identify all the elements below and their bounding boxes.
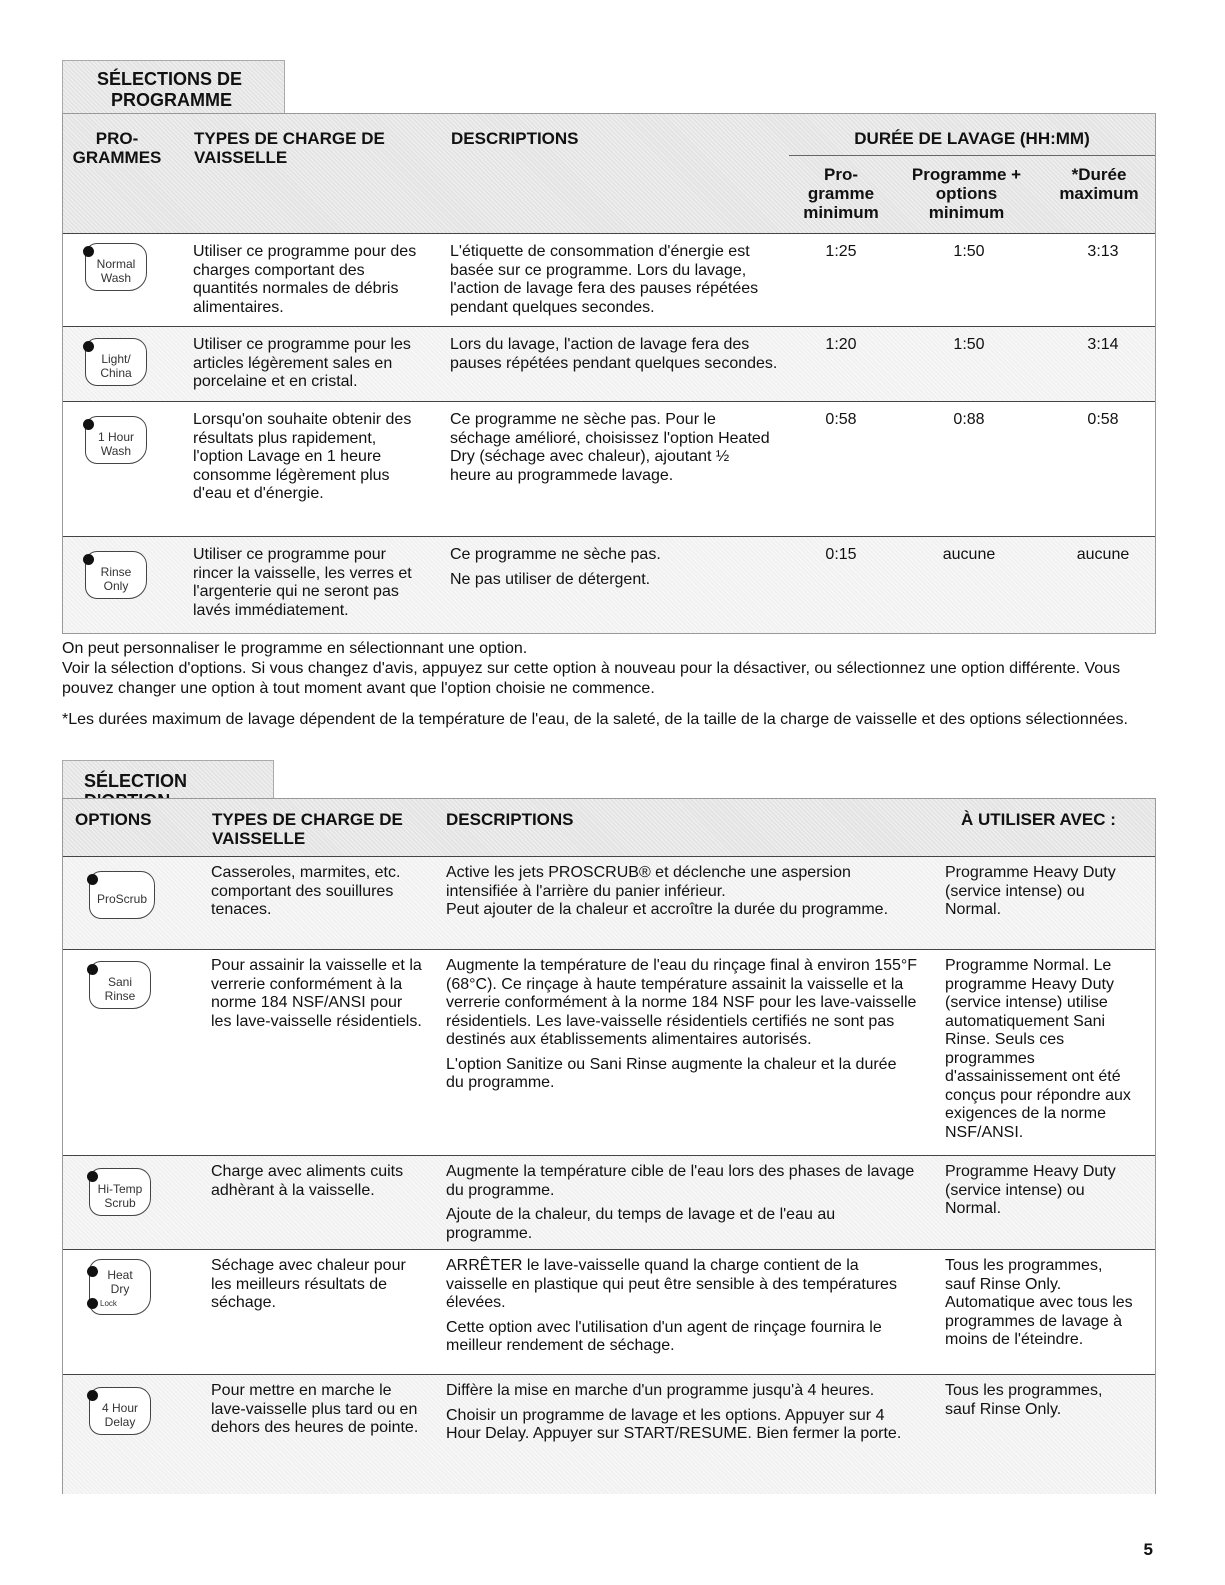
4-hour-delay-use: Tous les programmes, sauf Rinse Only. (945, 1382, 1103, 1418)
normal-max: 3:13 (1087, 243, 1119, 260)
header-options: OPTIONS (75, 810, 152, 829)
light-china-opt: 1:50 (953, 336, 985, 353)
light-china-button[interactable] (85, 338, 147, 386)
sani-rinse-desc-2: L'option Sanitize ou Sani Rinse augmente la chaleur et la durée du programme. (446, 1055, 897, 1091)
hi-temp-scrub-label-2: Scrub (104, 1196, 136, 1210)
header-option-descriptions: DESCRIPTIONS (446, 810, 574, 829)
header-types-1: TYPES DE CHARGE DE (194, 129, 385, 148)
indicator-light (87, 874, 98, 885)
proscrub-type: Casseroles, marmites, etc. comportant des souillures tenaces. (211, 864, 401, 918)
program-tab-line1: SÉLECTIONS DE (97, 69, 243, 89)
header-col-min-3: minimum (803, 203, 879, 222)
heat-dry-lock-label: Lock (100, 1299, 117, 1308)
header-col-opt-2: options (935, 184, 998, 203)
program-row-rinse-only (63, 537, 1155, 634)
sani-rinse-desc-1: Augmente la température de l'eau du rinçage final à environ 155°F (68°C). Ce rinçage à haute température assainit la vaisselle et la verrerie conformément à la norme 184 NSF pour les lave-vaisselle résidentiels. Les lave-vaisselle résidentiels certifiés ne sont pas destinés aux établissements alimentaires autorisés. (446, 957, 918, 1048)
rinse-only-type: Utiliser ce programme pour rincer la vaisselle, les verres et l'argenterie qui ne seront pas lavés immédiatement. (193, 546, 412, 619)
1-hour-wash-max: 0:58 (1087, 411, 1119, 428)
header-duration: DURÉE DE LAVAGE (HH:MM) (854, 129, 1090, 148)
light-china-min: 1:20 (825, 336, 857, 353)
heat-dry-type: Séchage avec chaleur pour les meilleurs résultats de séchage. (211, 1257, 406, 1311)
proscrub-desc-2: Peut ajouter de la chaleur et accroître la durée du programme. (446, 901, 889, 918)
heat-dry-button[interactable] (89, 1259, 151, 1315)
hi-temp-scrub-type: Charge avec aliments cuits adhèrant à la vaisselle. (211, 1163, 404, 1199)
note-options: Voir la sélection d'options. Si vous changez d'avis, appuyez sur cette option à nouveau pour la désactiver, ou sélectionnez une option différente. Vous pouvez changer une option à tout moment avant que l'option choisie ne commence. (62, 660, 1121, 697)
header-programs-1: PRO- (95, 129, 139, 148)
proscrub-label: ProScrub (96, 892, 148, 906)
4-hour-delay-type: Pour mettre en marche le lave-vaisselle plus tard ou en dehors des heures de pointe. (211, 1382, 419, 1436)
heat-dry-desc-2: Cette option avec l'utilisation d'un agent de rinçage fournira le meilleur rendement de séchage. (446, 1318, 882, 1354)
rinse-only-desc-1: Ce programme ne sèche pas. (450, 546, 661, 563)
header-option-types-1: TYPES DE CHARGE DE (212, 810, 403, 829)
header-col-max (1043, 165, 1155, 203)
hi-temp-scrub-desc-1: Augmente la température cible de l'eau lors des phases de lavage du programme. (446, 1163, 915, 1199)
heat-dry-use: Tous les programmes, sauf Rinse Only. Automatique avec tous les programmes de lavage à moins de l'éteindre. (945, 1257, 1133, 1348)
heat-dry-label-2: Dry (110, 1282, 130, 1296)
option-section-tab (62, 760, 274, 799)
program-row-light-china (63, 327, 1155, 401)
sani-rinse-use: Programme Normal. Le programme Heavy Duty (service intense) utilise automatiquement Sani Rinse. Seuls ces programmes d'assainissement ont été conçus pour répondre aux exigences de la norme NSF/ANSI. (945, 957, 1131, 1141)
sani-rinse-desc (446, 957, 924, 1099)
rinse-only-min: 0:15 (825, 546, 857, 563)
4-hour-delay-button[interactable] (89, 1387, 151, 1435)
rinse-only-opt: aucune (942, 546, 996, 563)
light-china-label-2: China (100, 366, 132, 380)
header-col-opt-1: Programme + (911, 165, 1022, 184)
proscrub-button[interactable] (89, 871, 155, 919)
normal-desc: L'étiquette de consommation d'énergie est basée sur ce programme. Lors du lavage, l'action de lavage fera des pauses répétées pendant quelques secondes. (450, 243, 759, 316)
sani-rinse-type: Pour assainir la vaisselle et la verrerie conformément à la norme 184 NSF/ANSI pour les lave-vaisselle résidentiels. (211, 957, 422, 1030)
1-hour-wash-desc: Ce programme ne sèche pas. Pour le séchage amélioré, choisissez l'option Heated Dry (séchage avec chaleur), ajoutant ½ heure au programmede lavage. (450, 411, 770, 484)
header-col-max-1: *Durée (1071, 165, 1127, 184)
option-row-hi-temp-scrub (63, 1156, 1155, 1249)
header-types (194, 129, 385, 167)
rinse-only-button[interactable] (85, 551, 147, 599)
header-col-min-1: Pro- (824, 165, 858, 184)
header-col-min-2: gramme (807, 184, 875, 203)
header-descriptions: DESCRIPTIONS (451, 129, 579, 148)
indicator-light (83, 246, 94, 257)
option-table (62, 798, 1156, 1494)
proscrub-desc-1: Active les jets PROSCRUB® et déclenche une aspersion intensifiée à l'arrière du panier inférieur. (446, 864, 851, 900)
lock-indicator-light (87, 1298, 98, 1309)
1-hour-wash-min: 0:58 (825, 411, 857, 428)
header-programs (69, 129, 165, 167)
rinse-only-label-2: Only (103, 579, 129, 593)
option-tab-label: SÉLECTION (84, 771, 188, 791)
4-hour-delay-desc (446, 1382, 924, 1450)
normal-min: 1:25 (825, 243, 857, 260)
option-row-sani-rinse (63, 950, 1155, 1155)
sani-rinse-label-2: Rinse (104, 989, 136, 1003)
1-hour-wash-label-2: Wash (100, 444, 132, 458)
proscrub-desc (446, 864, 916, 920)
note-max-duration: *Les durées maximum de lavage dépendent de la température de l'eau, de la saleté, de la taille de la charge de vaisselle et des options sélectionnées. (62, 711, 1128, 728)
1-hour-wash-label-1: 1 Hour (97, 430, 135, 444)
rinse-only-desc-2: Ne pas utiliser de détergent. (450, 570, 651, 588)
indicator-light (87, 964, 98, 975)
4-hour-delay-desc-1: Diffère la mise en marche d'un programme jusqu'à 4 heures. (446, 1382, 875, 1399)
program-row-1-hour-wash (63, 402, 1155, 536)
hi-temp-scrub-use: Programme Heavy Duty (service intense) ou Normal. (945, 1163, 1116, 1217)
program-row-normal (63, 234, 1155, 326)
light-china-max: 3:14 (1087, 336, 1119, 353)
indicator-light (83, 341, 94, 352)
header-col-opt-3: minimum (928, 203, 1005, 222)
rinse-only-max: aucune (1076, 546, 1130, 563)
4-hour-delay-desc-2: Choisir un programme de lavage et les options. Appuyer sur 4 Hour Delay. Appuyer sur START/RESUME. Bien fermer la porte. (446, 1406, 902, 1442)
program-tab-line2: PROGRAMME (111, 90, 232, 110)
header-col-opt (899, 165, 1034, 222)
1-hour-wash-type: Lorsqu'on souhaite obtenir des résultats plus rapidement, l'option Lavage en 1 heure consomme légèrement plus d'eau et d'énergie. (193, 411, 412, 502)
normal-type: Utiliser ce programme pour des charges comportant des quantités normales de débris alimentaires. (193, 243, 417, 316)
indicator-light (87, 1390, 98, 1401)
heat-dry-desc-1: ARRÊTER le lave-vaisselle quand la charge contient de la vaisselle en plastique qui peut être sensible à des températures élevées. (446, 1257, 897, 1311)
normal-wash-label-1: Normal (96, 257, 136, 271)
option-row-proscrub (63, 857, 1155, 949)
light-china-label-1: Light/ (101, 352, 131, 366)
hi-temp-scrub-desc (446, 1163, 924, 1249)
4-hour-delay-label-2: Delay (104, 1415, 136, 1429)
program-section-tab (62, 60, 285, 114)
hi-temp-scrub-desc-2: Ajoute de la chaleur, du temps de lavage et de l'eau au programme. (446, 1206, 836, 1242)
light-china-desc: Lors du lavage, l'action de lavage fera des pauses répétées pendant quelques secondes. (450, 336, 778, 372)
page-number: 5 (1143, 1540, 1153, 1559)
indicator-light (87, 1171, 98, 1182)
header-col-min (789, 165, 893, 222)
light-china-type: Utiliser ce programme pour les articles légèrement sales en porcelaine et en cristal. (193, 336, 411, 390)
hi-temp-scrub-label-1: Hi-Temp (97, 1182, 143, 1196)
normal-opt: 1:50 (953, 243, 985, 260)
header-option-types (212, 810, 403, 848)
normal-wash-label-2: Wash (100, 271, 132, 285)
header-programs-2: GRAMMES (72, 148, 162, 167)
sani-rinse-label-1: Sani (107, 975, 133, 989)
header-types-2: VAISSELLE (194, 148, 288, 167)
header-option-types-2: VAISSELLE (212, 829, 306, 848)
header-col-max-2: maximum (1059, 184, 1139, 203)
duration-divider (789, 155, 1155, 156)
indicator-light (83, 554, 94, 565)
heat-dry-desc (446, 1257, 924, 1362)
option-row-4-hour-delay (63, 1375, 1155, 1494)
program-table (62, 113, 1156, 634)
1-hour-wash-opt: 0:88 (953, 411, 985, 428)
4-hour-delay-label-1: 4 Hour (101, 1401, 139, 1415)
sani-rinse-button[interactable] (89, 961, 151, 1009)
note-customize: On peut personnaliser le programme en sélectionnant une option. (62, 640, 528, 657)
1-hour-wash-button[interactable] (85, 416, 147, 464)
hi-temp-scrub-button[interactable] (89, 1168, 151, 1216)
option-row-heat-dry (63, 1250, 1155, 1374)
normal-wash-button[interactable] (85, 243, 147, 291)
rinse-only-label-1: Rinse (100, 565, 132, 579)
rinse-only-desc (450, 546, 780, 595)
proscrub-use: Programme Heavy Duty (service intense) ou Normal. (945, 864, 1116, 918)
indicator-light (83, 419, 94, 430)
heat-dry-label-1: Heat (107, 1268, 133, 1282)
header-use-with: À UTILISER AVEC : (961, 810, 1116, 829)
